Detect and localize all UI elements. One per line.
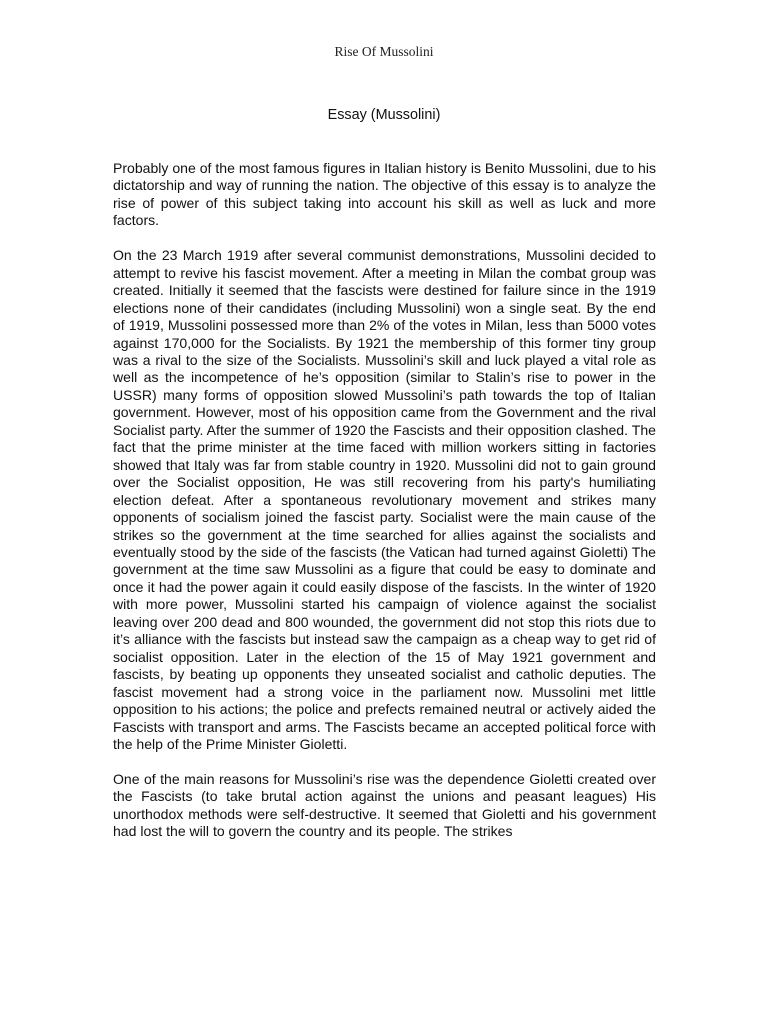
essay-title: Essay (Mussolini): [327, 107, 441, 123]
paragraph-history: On the 23 March 1919 after several communist demonstrations, Mussolini decided to attempt to revive his fascist movement. After a meeting in Milan the combat group was created. Initially it seemed that the fascists were destined for failure since in the 1919 elections none of their candidates (including Mussolini) won a single seat. By the end of 1919, Mussolini possessed more than 2% of the votes in Milan, less than 5000 votes against 170,000 for the Socialists. By 1921 the membership of this former tiny group was a rival to the size of the Socialists. Mussolini’s skill and luck played a vital role as well as the incompetence of he’s opposition (similar to Stalin’s rise to power in the USSR) many forms of opposition slowed Mussolini’s path towards the top of Italian government. However, most of his opposition came from the Government and the rival Socialist party. After the summer of 1920 the Fascists and their opposition clashed. The fact that the prime minister at the time faced with million workers sitting in factories showed that Italy was far from stable country in 1920. Mussolini did not to gain ground over the Socialist opposition, He was still recovering from his party's humiliating election defeat. After a spontaneous revolutionary movement and strikes many opponents of socialism joined the fascist party. Socialist were the main cause of the strikes so the government at the time searched for allies against the socialists and eventually stood by the side of the fascists (the Vatican had turned against Gioletti) The government at the time saw Mussolini as a figure that could be easy to dominate and once it had the power again it could easily dispose of the fascists. In the winter of 1920 with more power, Mussolini started his campaign of violence against the socialist leaving over 200 dead and 800 wounded, the government did not stop this riots due to it’s alliance with the fascists but instead saw the campaign as a cheap way to get rid of socialist opposition. Later in the election of the 15 of May 1921 government and fascists, by beating up opponents they unseated socialist and catholic deputies. The fascist movement had a strong voice in the parliament now. Mussolini met little opposition to his actions; the police and prefects remained neutral or actively aided the Fascists with transport and arms. The Fascists became an accepted political force with the help of the Prime Minister Gioletti.: [113, 247, 656, 752]
running-header: Rise Of Mussolini: [334, 44, 434, 59]
paragraph-reasons: One of the main reasons for Mussolini’s rise was the dependence Gioletti created over the Fascists (to take brutal action against the unions and peasant leagues) His unorthodox methods were self-destructive. It seemed that Gioletti and his government had lost the will to govern the country and its people. The strikes: [113, 770, 656, 840]
essay-body: [113, 160, 656, 858]
paragraph-intro: Probably one of the most famous figures in Italian history is Benito Mussolini, due to his dictatorship and way of running the nation. The objective of this essay is to analyze the rise of power of this subject taking into account his skill as well as luck and more factors.: [113, 160, 656, 229]
